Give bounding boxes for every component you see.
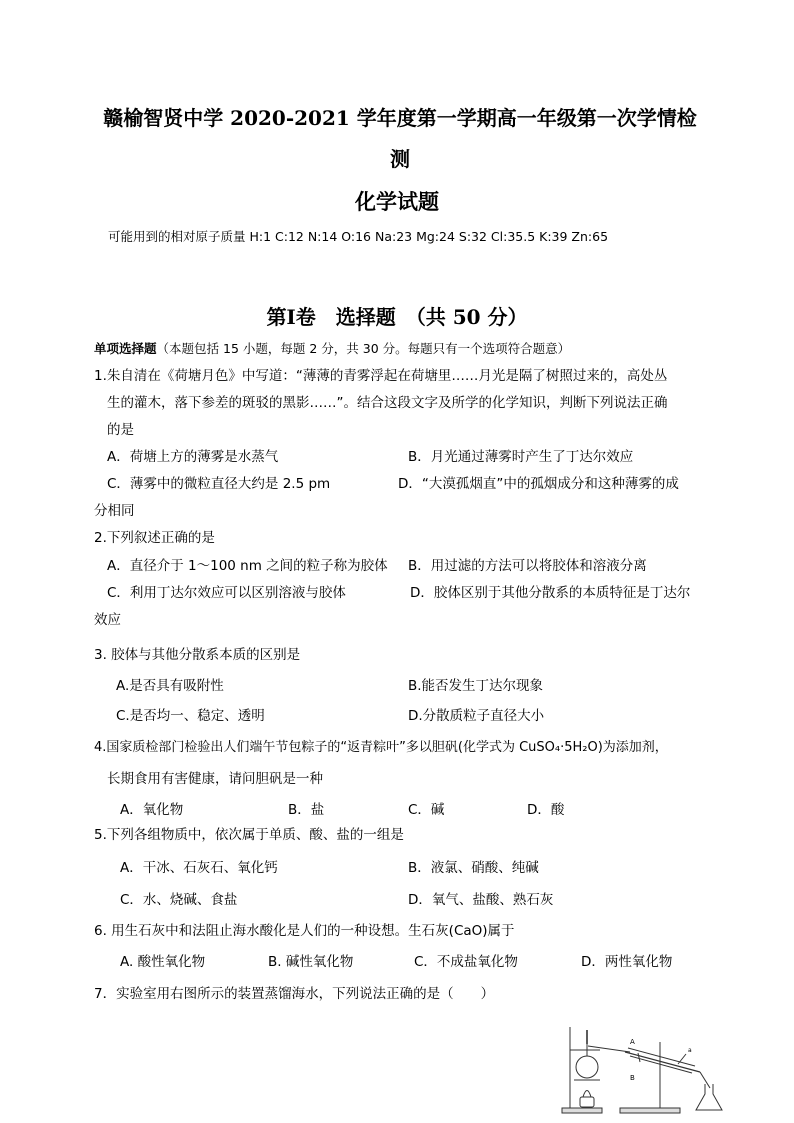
- q3-stem: 3. 胶体与其他分散系本质的区别是: [94, 647, 301, 663]
- q1-stem-line2: 生的灌木，落下参差的斑驳的黑影……”。结合这段文字及所学的化学知识，判断下列说法正确: [107, 395, 668, 411]
- instructions-rest: （本题包括 15 小题，每题 2 分，共 30 分。每题只有一个选项符合题意）: [156, 341, 571, 356]
- condenser-stand-base: [620, 1108, 680, 1113]
- q4-option-d: D．酸: [527, 802, 565, 818]
- distilling-flask: [576, 1056, 598, 1078]
- instructions-lead: 单项选择题: [94, 341, 157, 356]
- condenser-jacket-top: [628, 1048, 695, 1066]
- q2-option-d-line1: D．胶体区别于其他分散系的本质特征是丁达尔: [410, 585, 691, 601]
- section-title: 第Ⅰ卷 选择题 （共 50 分）: [266, 305, 528, 329]
- q2-stem: 2.下列叙述正确的是: [94, 530, 215, 546]
- q1-stem-line1: 1.朱自清在《荷塘月色》中写道：“薄薄的青雾浮起在荷塘里……月光是隔了树照过来的，高处丛: [94, 368, 668, 384]
- q2-option-c: C．利用丁达尔效应可以区别溶液与胶体: [107, 585, 346, 601]
- q1-stem-line3: 的是: [107, 422, 134, 438]
- q1-option-d-line1: D．“大漠孤烟直”中的孤烟成分和这种薄雾的成: [398, 476, 679, 492]
- q6-option-a: A. 酸性氧化物: [120, 954, 206, 970]
- q3-option-c: C.是否均一、稳定、透明: [116, 708, 265, 724]
- q4-stem-line2: 长期食用有害健康，请问胆矾是一种: [107, 771, 323, 787]
- q3-option-b: B.能否发生丁达尔现象: [408, 678, 544, 694]
- q2-option-d-line2: 效应: [94, 612, 121, 628]
- q6-option-c: C．不成盐氧化物: [414, 954, 518, 970]
- label-b: B: [630, 1074, 635, 1082]
- q3-option-d: D.分散质粒子直径大小: [408, 708, 545, 724]
- q6-option-d: D．两性氧化物: [581, 954, 673, 970]
- q2-option-b: B．用过滤的方法可以将胶体和溶液分离: [408, 558, 647, 574]
- exam-title-line2: 测: [390, 147, 410, 171]
- q6-stem: 6. 用生石灰中和法阻止海水酸化是人们的一种设想。生石灰(CaO)属于: [94, 923, 515, 939]
- q7-stem: 7．实验室用右图所示的装置蒸馏海水，下列说法正确的是（ ）: [94, 986, 495, 1002]
- label-small-a: a: [688, 1047, 692, 1054]
- label-a: A: [630, 1038, 635, 1046]
- q5-option-c: C．水、烧碱、食盐: [120, 892, 238, 908]
- condenser-inner-tube: [625, 1052, 700, 1072]
- q1-option-c: C．薄雾中的微粒直径大约是 2.5 pm: [107, 476, 331, 492]
- q5-option-a: A．干冰、石灰石、氧化钙: [120, 860, 278, 876]
- water-inlet: [638, 1053, 640, 1062]
- q3-option-a: A.是否具有吸附性: [116, 678, 224, 694]
- q6-option-b: B. 碱性氧化物: [268, 954, 354, 970]
- side-arm: [588, 1046, 630, 1052]
- q5-option-d: D．氧气、盐酸、熟石灰: [408, 892, 554, 908]
- subject-title: 化学试题: [355, 189, 439, 214]
- alcohol-lamp: [580, 1097, 594, 1107]
- stand-base: [562, 1108, 602, 1113]
- q1-option-b: B．月光通过薄雾时产生了丁达尔效应: [408, 449, 634, 465]
- q1-option-d-line2: 分相同: [94, 503, 135, 519]
- receiving-flask: [696, 1084, 722, 1110]
- q1-option-a: A．荷塘上方的薄雾是水蒸气: [107, 449, 279, 465]
- atomic-masses: 可能用到的相对原子质量 H:1 C:12 N:14 O:16 Na:23 Mg:24 S:32 Cl:35.5 K:39 Zn:65: [108, 229, 609, 244]
- alcohol-lamp-flame: [583, 1091, 591, 1098]
- q5-option-b: B．液氯、硝酸、纯碱: [408, 860, 539, 876]
- section-instructions: [94, 340, 570, 358]
- q4-option-c: C．碱: [408, 802, 445, 818]
- q4-option-b: B．盐: [288, 802, 325, 818]
- q4-stem-line1: 4.国家质检部门检验出人们端午节包粽子的“返青粽叶”多以胆矾(化学式为 CuSO₄·5H₂O)为添加剂，: [94, 740, 668, 755]
- exam-title-line1: 赣榆智贤中学 2020-2021 学年度第一学期高一年级第一次学情检: [103, 106, 697, 130]
- distillation-apparatus-figure: [560, 1022, 730, 1117]
- q4-option-a: A．氧化物: [120, 802, 184, 818]
- q2-option-a: A．直径介于 1～100 nm 之间的粒子称为胶体: [107, 558, 388, 574]
- q5-stem: 5.下列各组物质中，依次属于单质、酸、盐的一组是: [94, 827, 404, 843]
